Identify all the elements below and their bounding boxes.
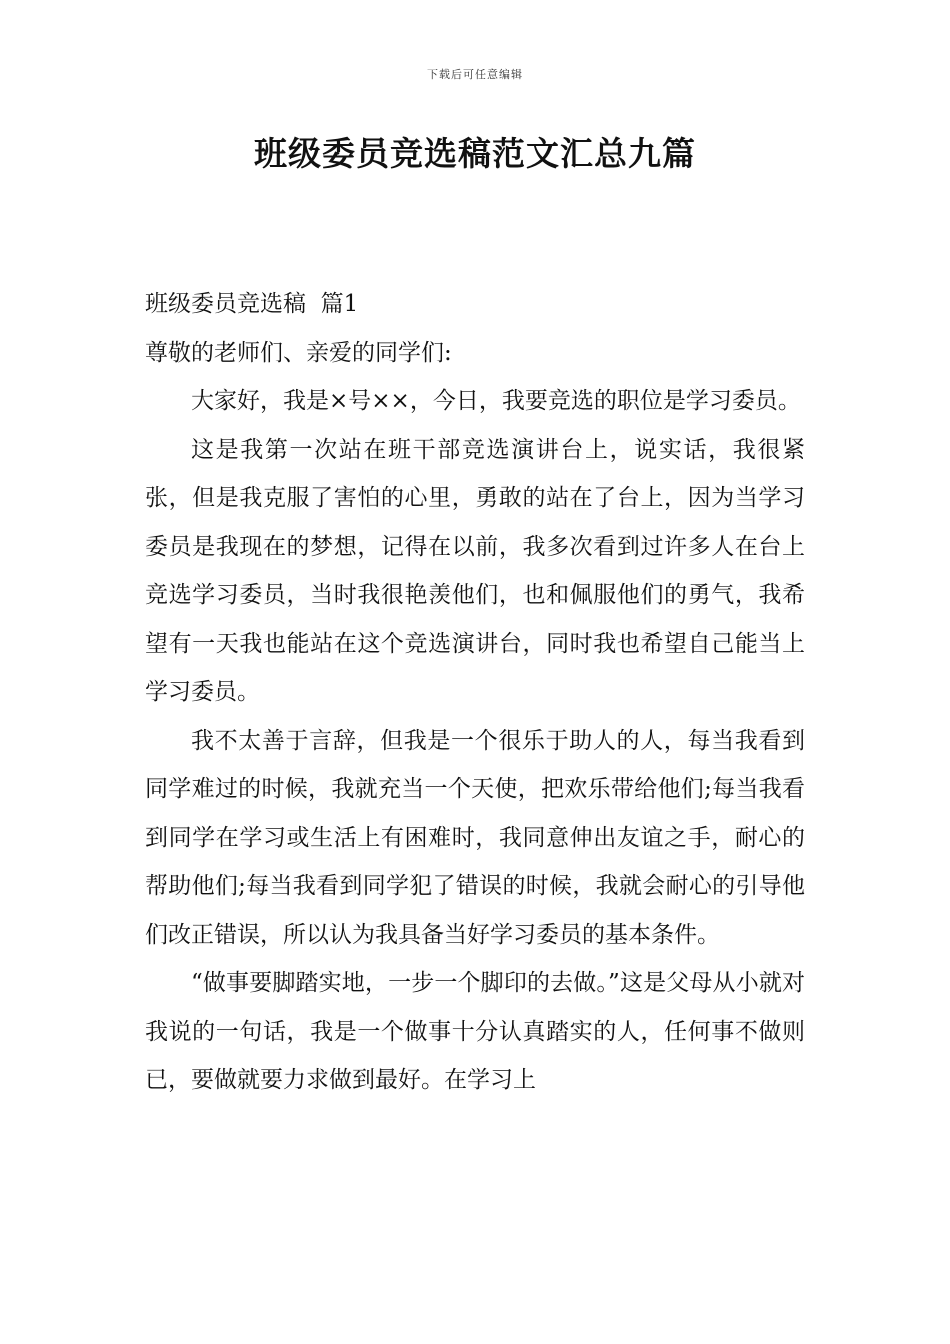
- section-heading: 班级委员竞选稿 篇1: [145, 291, 359, 317]
- salutation: 尊敬的老师们、亲爱的同学们:: [145, 339, 452, 366]
- paragraph-2: 这是我第一次站在班干部竞选演讲台上，说实话，我很紧张，但是我克服了害怕的心里，勇敢的站在了台上，因为当学习委员是我现在的梦想，记得在以前，我多次看到过许多人在台上竞选学习委员，当时我很艳羡他们，也和佩服他们的勇气，我希望有一天我也能站在这个竞选演讲台，同时我也希望自己能当上学习委员。: [145, 436, 805, 705]
- header-note: 下载后可任意编辑: [427, 68, 523, 81]
- document-title: 班级委员竞选稿范文汇总九篇: [254, 134, 696, 173]
- paragraph-1: 大家好，我是×号××，今日，我要竞选的职位是学习委员。: [191, 388, 801, 414]
- document-body: [145, 280, 805, 1105]
- paragraph-4: “做事要脚踏实地，一步一个脚印的去做。”这是父母从小就对我说的一句话，我是一个做事十分认真踏实的人，任何事不做则已，要做就要力求做到最好。在学习上: [145, 970, 805, 1093]
- paragraph-3: 我不太善于言辞，但我是一个很乐于助人的人，每当我看到同学难过的时候，我就充当一个天使，把欢乐带给他们;每当我看到同学在学习或生活上有困难时，我同意伸出友谊之手，耐心的帮助他们;每当我看到同学犯了错误的时候，我就会耐心的引导他们改正错误，所以认为我具备当好学习委员的基本条件。: [145, 727, 805, 948]
